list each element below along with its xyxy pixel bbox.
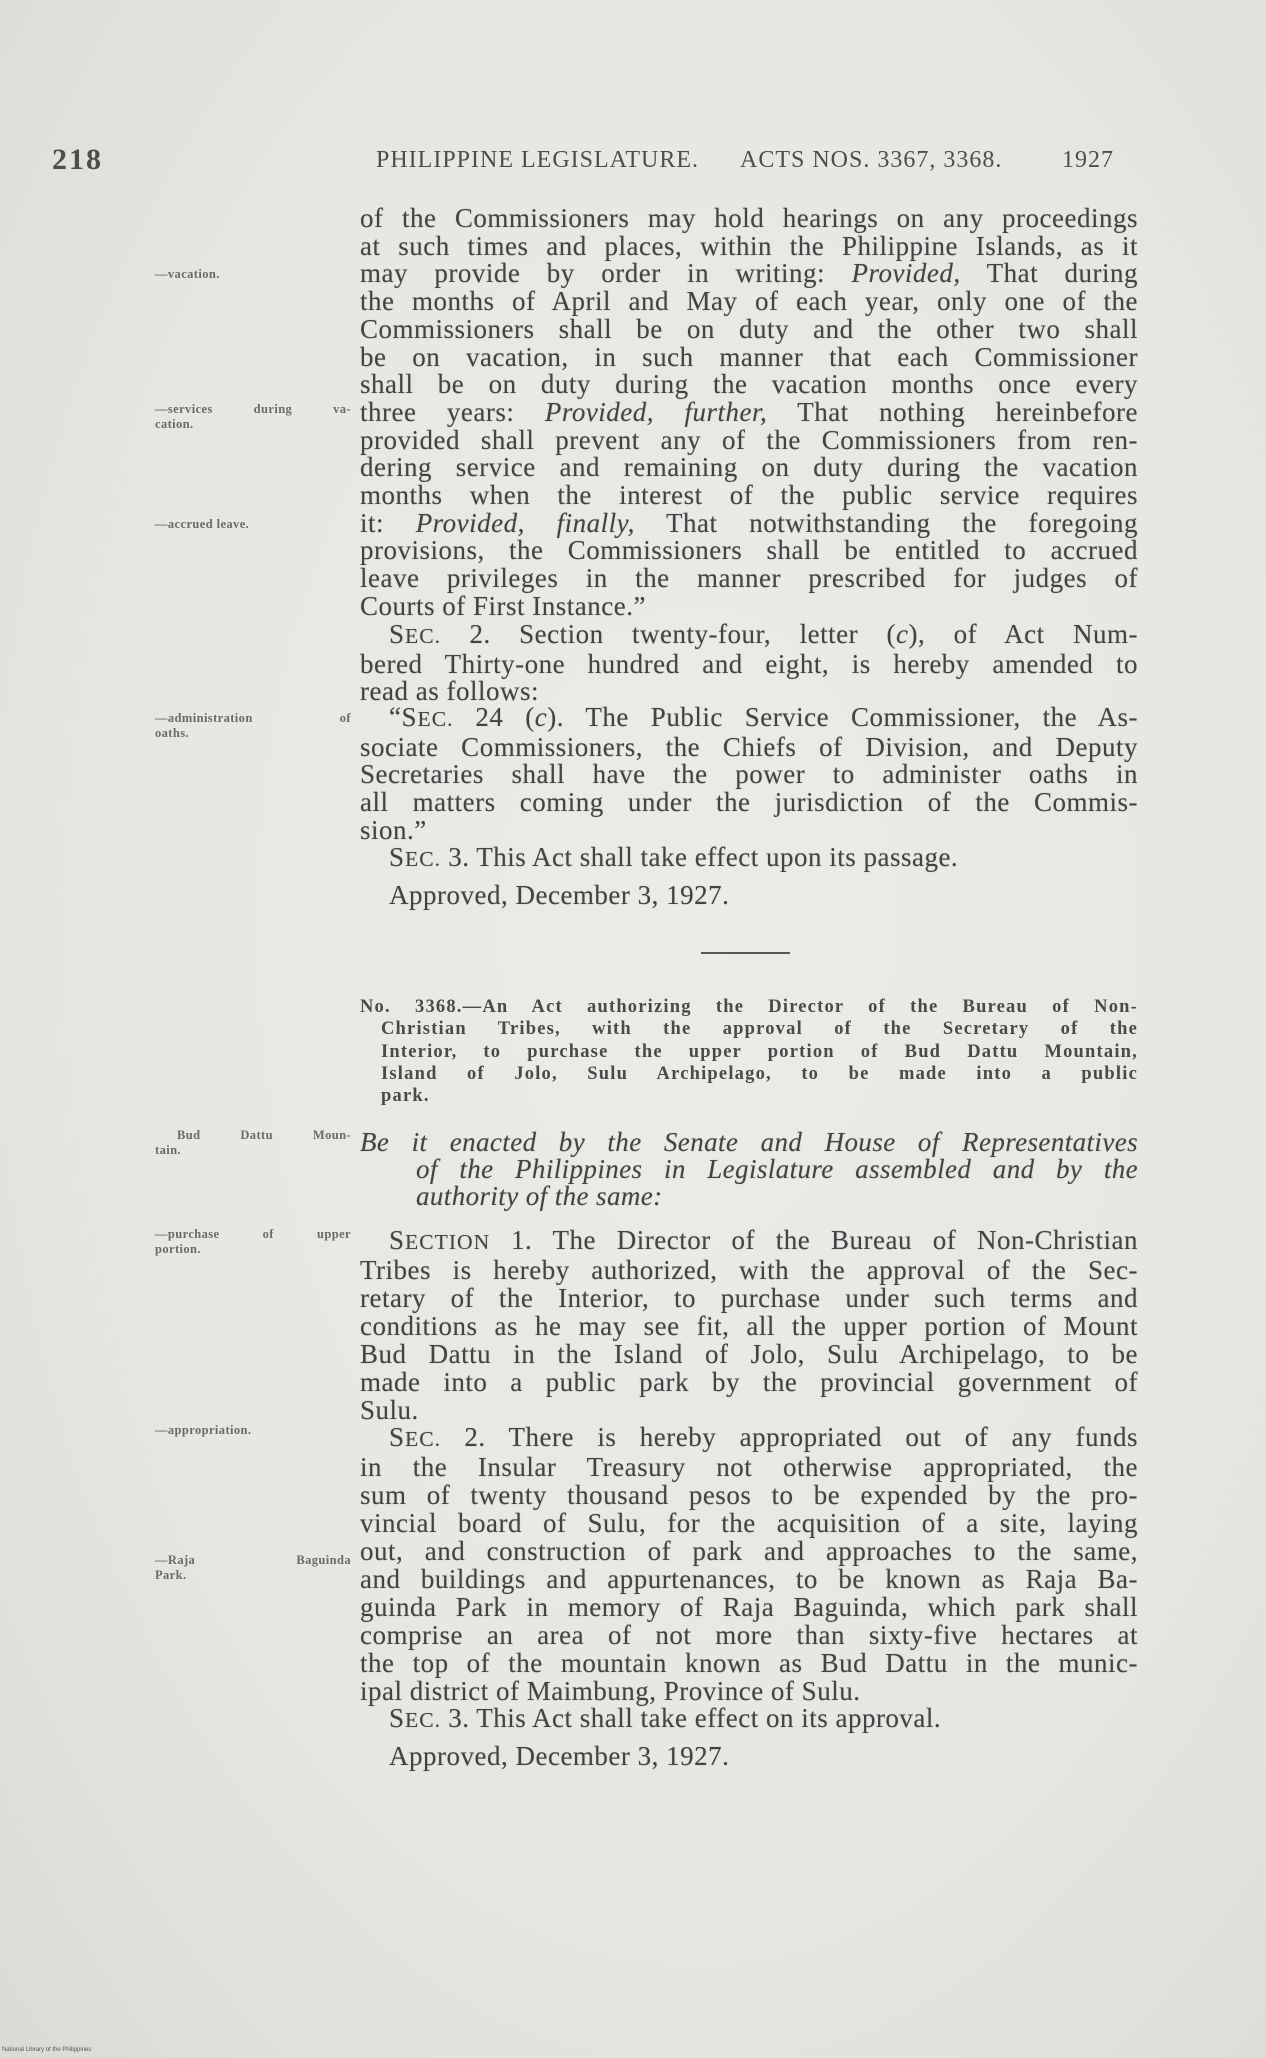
margin-note-services-during-vacation (155, 402, 351, 432)
text-line: —vacation. (155, 267, 220, 281)
text-line: conditions as he may see fit, all the upper portion of Mount (360, 1311, 1138, 1341)
italic-run: c (534, 702, 548, 732)
text-line: provided shall prevent any of the Commissioners from ren- (360, 424, 1138, 455)
text-line: —Raja Baguinda (155, 1553, 351, 1567)
text-line: No. 3368.—An Act authorizing the Director of the Bureau of Non- (360, 997, 1138, 1017)
continuation-paragraph (360, 205, 1138, 621)
section-3-effectivity-3368 (360, 1704, 1138, 1734)
text-line: park. (381, 1086, 430, 1107)
margin-note-vacation (155, 267, 351, 282)
text-line: in the Insular Treasury not otherwise appropriated, the (360, 1452, 1138, 1482)
text-line: Park. (155, 1568, 187, 1582)
text-line: —purchase of upper (155, 1227, 351, 1241)
text-line: and buildings and appurtenances, to be known as Raja Ba- (360, 1564, 1138, 1594)
text-run: ), of Act Num- (908, 619, 1138, 649)
text-line (360, 1423, 1138, 1453)
text-run: 3. This Act shall take effect upon its passage. (441, 842, 959, 872)
text-line: Tribes is hereby authorized, with the approval of the Sec- (360, 1255, 1138, 1285)
margin-note-purchase-of-upper-portion (155, 1227, 351, 1257)
text-line: sum of twenty thousand pesos to be expended by the pro- (360, 1480, 1138, 1510)
text-line: Bud Dattu in the Island of Jolo, Sulu Archipelago, to be (360, 1339, 1138, 1369)
text-run: may provide by order in writing: (360, 258, 852, 289)
text-line: Interior, to purchase the upper portion of Bud Dattu Mountain, (381, 1041, 1138, 1062)
text-line: vincial board of Sulu, for the acquisition of a site, laying (360, 1508, 1138, 1538)
text-line: the months of April and May of each year, only one of the (360, 286, 1138, 317)
italic-run: c (896, 619, 909, 649)
italic-run: Provided, (851, 258, 961, 289)
text-line: portion. (155, 1242, 201, 1256)
text-line: be on vacation, in such manner that each Commissioner (360, 341, 1138, 372)
text-line: Approved, December 3, 1927. (389, 1741, 730, 1771)
header-year: 1927 (1062, 147, 1114, 173)
margin-note-administration-of-oaths (155, 711, 351, 741)
section-24c-quoted (360, 704, 1138, 845)
text-line: read as follows: (360, 676, 539, 707)
text-line: made into a public park by the provincial government of (360, 1367, 1138, 1397)
text-line: Bud Dattu Moun- (177, 1128, 351, 1142)
text-line: of the Commissioners may hold hearings on any proceedings (360, 203, 1138, 233)
small-caps-run: SEC. (401, 702, 454, 732)
small-caps-run: SEC. (389, 1703, 442, 1733)
text-line: Commissioners shall be on duty and the other two shall (360, 313, 1138, 344)
text-run: “ (389, 702, 402, 732)
text-run: 2. There is hereby appropriated out of any funds (441, 1422, 1138, 1452)
section-divider-rule (701, 952, 790, 954)
section-2-amendment (360, 621, 1138, 706)
approval-date-3367 (360, 882, 1138, 910)
text-run: 24 ( (453, 702, 535, 732)
margin-note-raja-baguinda-park (155, 1553, 351, 1583)
margin-note-appropriation (155, 1423, 351, 1438)
text-line: —accrued leave. (155, 517, 250, 531)
act-3368-title (360, 996, 1138, 1107)
small-caps-run: SEC. (389, 619, 442, 649)
section-3-effectivity-3367 (360, 844, 1138, 874)
text-run: That during (960, 258, 1138, 289)
text-run: 2. Section twenty-four, letter ( (441, 619, 896, 649)
text-line: shall be on duty during the vacation months once every (360, 369, 1138, 400)
text-line (360, 507, 1138, 538)
section-1-purchase (360, 1226, 1138, 1424)
text-run: That nothing hereinbefore (767, 396, 1138, 427)
text-line: the top of the mountain known as Bud Dattu in the munic- (360, 1648, 1138, 1678)
text-run: ). The Public Service Commissioner, the As- (547, 702, 1138, 732)
text-run: 3. This Act shall take effect on its approval. (441, 1703, 942, 1733)
text-line: provisions, the Commissioners shall be entitled to accrued (360, 535, 1138, 566)
italic-run: Provided, further, (544, 396, 768, 427)
text-line (360, 621, 1138, 651)
text-line (360, 1704, 1138, 1734)
text-line: leave privileges in the manner prescribed for judges of (360, 563, 1138, 594)
text-line: Approved, December 3, 1927. (389, 880, 730, 910)
text-line: ipal district of Maimbung, Province of Sulu. (360, 1676, 861, 1706)
acts-numbers: ACTS NOS. 3367, 3368. (740, 147, 1003, 173)
text-line (360, 1226, 1138, 1256)
text-line: dering service and remaining on duty during the vacation (360, 452, 1138, 483)
text-run: 1. The Director of the Bureau of Non-Christian (490, 1225, 1138, 1255)
text-line (360, 260, 1138, 288)
text-run: three years: (360, 396, 545, 427)
text-line: —appropriation. (155, 1423, 252, 1437)
text-line: comprise an area of not more than sixty-five hectares at (360, 1620, 1138, 1650)
text-line (360, 396, 1138, 427)
section-2-appropriation (360, 1423, 1138, 1705)
small-caps-run: SEC. (389, 1422, 442, 1452)
approval-date-3368 (360, 1742, 1138, 1770)
text-line: months when the interest of the public service requires (360, 480, 1138, 511)
margin-note-accrued-leave (155, 517, 351, 532)
text-line: guinda Park in memory of Raja Baguinda, which park shall (360, 1592, 1138, 1622)
text-line: at such times and places, within the Philippine Islands, as it (360, 230, 1138, 261)
text-line: authority of the same: (416, 1181, 663, 1211)
page-number: 218 (52, 143, 103, 176)
italic-run: Provided, finally, (415, 507, 635, 538)
text-line: bered Thirty-one hundred and eight, is hereby amended to (360, 648, 1138, 679)
text-line: tain. (155, 1143, 181, 1157)
running-title: PHILIPPINE LEGISLATURE. (376, 147, 699, 173)
margin-note-bud-dattu-mountain (155, 1128, 351, 1158)
text-line: sociate Commissioners, the Chiefs of Division, and Deputy (360, 731, 1138, 762)
text-line: Sulu. (360, 1395, 419, 1425)
text-line: of the Philippines in Legislature assembled and by the (416, 1154, 1138, 1184)
small-caps-run: SECTION (389, 1225, 491, 1255)
text-run: That notwithstanding the foregoing (634, 507, 1138, 538)
digitization-credit: National Library of the Philippines (2, 2047, 92, 2053)
text-line: Be it enacted by the Senate and House of Representatives (360, 1127, 1138, 1157)
text-line: all matters coming under the jurisdiction of the Commis- (360, 787, 1138, 818)
text-line: Secretaries shall have the power to administer oaths in (360, 759, 1138, 790)
text-line: sion.” (360, 814, 427, 845)
text-line (360, 844, 1138, 874)
text-line: —services during va- (155, 402, 351, 416)
text-line: out, and construction of park and approaches to the same, (360, 1536, 1138, 1566)
enacting-clause (360, 1129, 1138, 1210)
text-line (360, 704, 1138, 734)
text-run: it: (360, 507, 416, 538)
text-line: cation. (155, 417, 194, 431)
text-line: —administration of (155, 711, 351, 725)
text-line: oaths. (155, 726, 190, 740)
text-line: Island of Jolo, Sulu Archipelago, to be made into a public (381, 1063, 1138, 1084)
text-line: Christian Tribes, with the approval of the Secretary of the (381, 1019, 1138, 1040)
text-line: retary of the Interior, to purchase under such terms and (360, 1283, 1138, 1313)
text-line: Courts of First Instance.” (360, 590, 646, 621)
small-caps-run: SEC. (389, 842, 442, 872)
